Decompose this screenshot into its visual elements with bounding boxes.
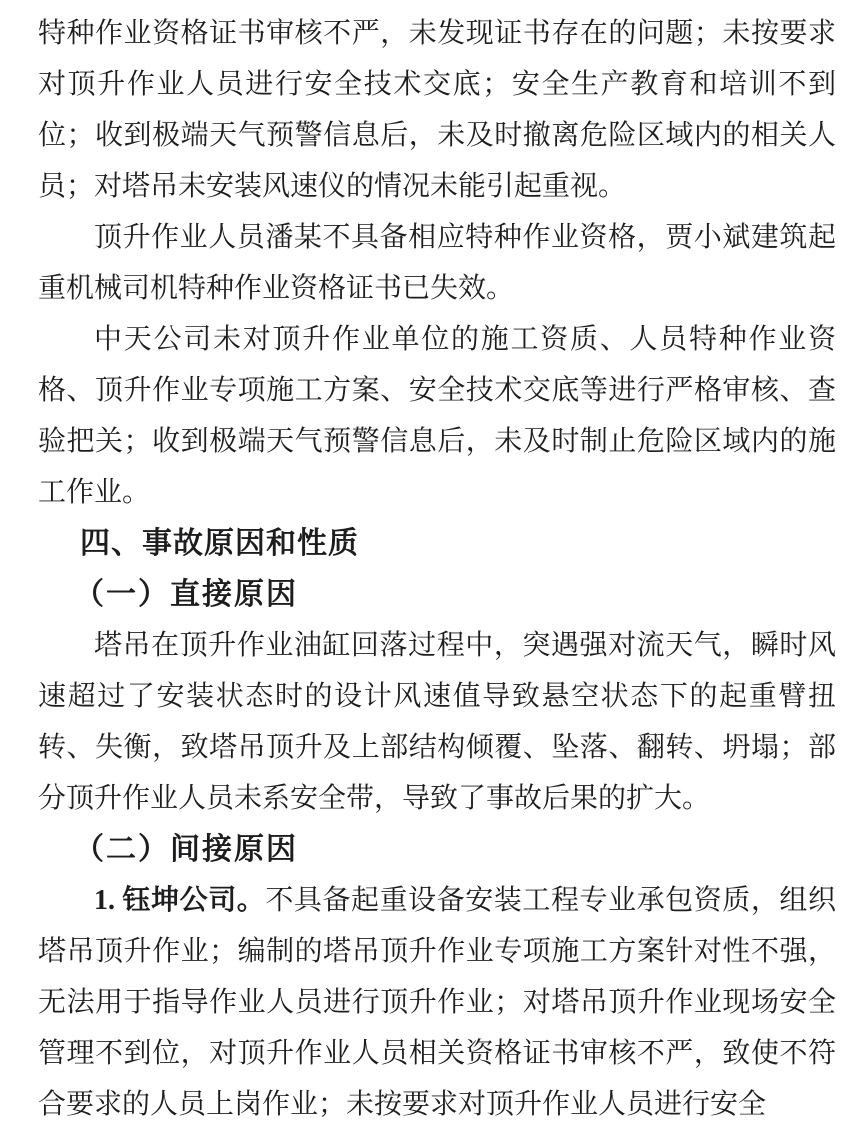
numbered-item-text: 不具备起重设备安装工程专业承包资质，组织塔吊顶升作业；编制的塔吊顶升作业专项施工方案针对性不强，无法用于指导作业人员进行顶升作业；对塔吊顶升作业现场安全管理不到位，对顶升作业人员相关资格证书审核不严，致使不符合要求的人员上岗作业；未按要求对顶升作业人员进行安全 (38, 885, 836, 1120)
numbered-item-lead: 1. 钰坤公司。 (94, 885, 266, 916)
section-heading-accident-cause-and-nature: 四、事故原因和性质 (80, 527, 359, 560)
paragraph-zhongtian-company: 中天公司未对顶升作业单位的施工资质、人员特种作业资格、顶升作业专项施工方案、安全技术交底等进行严格审核、查验把关；收到极端天气预警信息后，未及时制止危险区域内的施工作业。 (38, 324, 836, 508)
paragraph-worker-qualifications: 顶升作业人员潘某不具备相应特种作业资格，贾小斌建筑起重机械司机特种作业资格证书已失效。 (38, 222, 836, 304)
subsection-heading-indirect-cause: （二）间接原因 (74, 833, 298, 866)
subsection-heading-direct-cause: （一）直接原因 (74, 578, 298, 611)
paragraph-direct-cause-detail: 塔吊在顶升作业油缸回落过程中，突遇强对流天气，瞬时风速超过了安装状态时的设计风速值导致悬空状态下的起重臂扭转、失衡，致塔吊顶升及上部结构倾覆、坠落、翻转、坍塌；部分顶升作业人员未系安全带，导致了事故后果的扩大。 (38, 630, 836, 814)
paragraph-yukun-company (38, 875, 836, 1130)
paragraph-supervision-failures: 特种作业资格证书审核不严，未发现证书存在的问题；未按要求对顶升作业人员进行安全技术交底；安全生产教育和培训不到位；收到极端天气预警信息后，未及时撤离危险区域内的相关人员；对塔吊未安装风速仪的情况未能引起重视。 (38, 18, 836, 202)
